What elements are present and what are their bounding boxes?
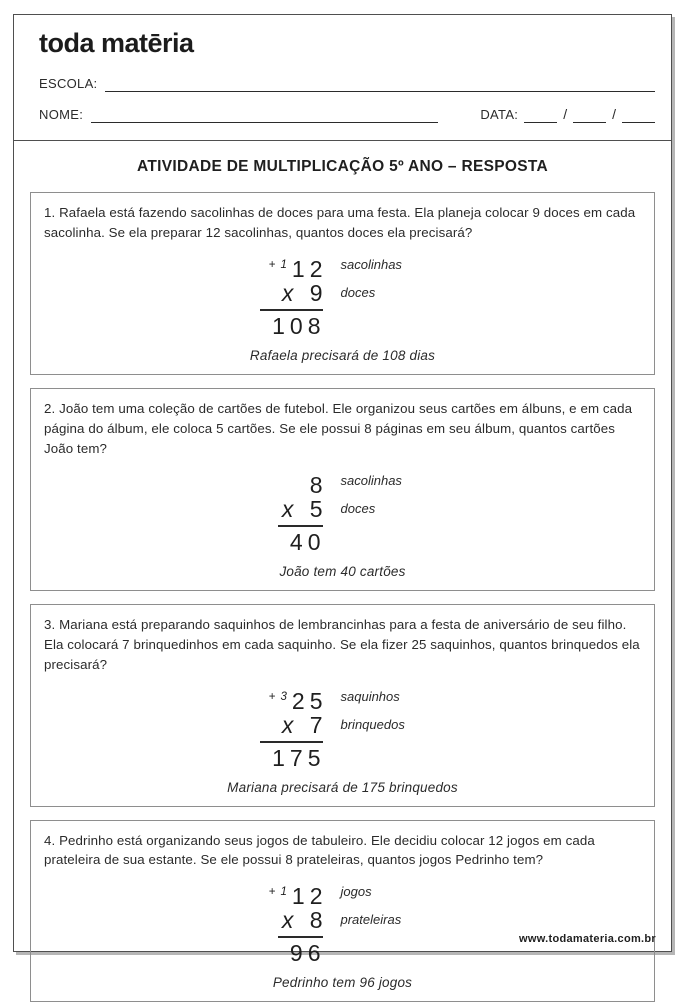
multiplication-numbers — [203, 467, 323, 555]
multiplier-row — [203, 906, 323, 934]
multiplier-row — [203, 279, 323, 307]
multiplier: 5 — [310, 496, 328, 522]
product-row — [203, 741, 323, 771]
toda-materia-logo: toda matēria — [39, 28, 655, 59]
multiplication-numbers — [203, 878, 323, 966]
multiplicand-row — [203, 683, 323, 711]
question-text: 1. Rafaela está fazendo sacolinhas de doces para uma festa. Ela planeja colocar 9 doces em cada sacolinha. Se ela preparar 12 sacolinhas, quantos doces ela precisará? — [44, 203, 641, 243]
date-month-blank — [573, 109, 606, 123]
question-box-4 — [30, 820, 655, 1002]
footer-url: www.todamateria.com.br — [519, 933, 656, 945]
page-title: ATIVIDADE DE MULTIPLICAÇÃO 5º ANO – RESPOSTA — [30, 158, 655, 176]
question-text: 3. Mariana está preparando saquinhos de lembrancinhas para a festa de aniversário de seu filho. Ela colocará 7 brinquedinhos em cada saquinho. Se ela fizer 25 saquinhos, quantos brinquedos ela precisará? — [44, 615, 641, 675]
multiplication-block — [44, 467, 641, 555]
worksheet-content — [14, 158, 671, 1002]
multiplicand-row — [203, 251, 323, 279]
date-label: DATA: — [480, 107, 518, 123]
worksheet-page — [13, 14, 672, 952]
name-blank-line — [91, 109, 438, 123]
multiplier-label: prateleiras — [341, 906, 483, 934]
multiplication-labels — [323, 251, 483, 339]
question-text: 2. João tem uma coleção de cartões de futebol. Ele organizou seus cartões em álbuns, e em cada página do álbum, ele coloca 5 cartões. Se ele possui 8 páginas em seu álbum, quantos cartões João tem? — [44, 399, 641, 459]
multiplicand-label: sacolinhas — [341, 467, 483, 495]
multiplier: 8 — [310, 907, 328, 933]
multiplier: 7 — [310, 712, 328, 738]
multiplicand-label: saquinhos — [341, 683, 483, 711]
multiplicand: 8 — [310, 472, 328, 498]
multiplication-numbers — [203, 683, 323, 771]
multiplier-label: brinquedos — [341, 711, 483, 739]
date-slash: / — [612, 106, 616, 123]
date-slash: / — [563, 106, 567, 123]
multiplier: 9 — [310, 280, 328, 306]
product: 175 — [272, 745, 325, 771]
multiplicand-label: jogos — [341, 878, 483, 906]
times-sign: x — [282, 496, 299, 522]
multiplier-row — [203, 495, 323, 523]
product-row — [203, 525, 323, 555]
question-text: 4. Pedrinho está organizando seus jogos de tabuleiro. Ele decidiu colocar 12 jogos em cada prateleira de sua estante. Se ele possui 8 prateleiras, quantos jogos Pedrinho tem? — [44, 831, 641, 871]
times-sign: x — [282, 280, 299, 306]
worksheet-header — [14, 15, 671, 141]
multiplicand-row — [203, 878, 323, 906]
question-box-2 — [30, 388, 655, 591]
multiplier-label: doces — [341, 279, 483, 307]
school-blank-line — [105, 78, 655, 92]
product-row — [203, 309, 323, 339]
multiplication-numbers — [203, 251, 323, 339]
date-group — [480, 106, 655, 123]
date-day-blank — [524, 109, 557, 123]
product: 108 — [272, 313, 325, 339]
school-field-row — [39, 76, 655, 92]
question-box-1 — [30, 192, 655, 375]
answer-text: João tem 40 cartões — [44, 564, 641, 579]
multiplication-labels — [323, 467, 483, 555]
multiplication-labels — [323, 878, 483, 966]
multiplicand: 25 — [292, 688, 328, 714]
product: 40 — [290, 529, 326, 555]
multiplicand: 12 — [292, 256, 328, 282]
multiplicand-row — [203, 467, 323, 495]
answer-text: Pedrinho tem 96 jogos — [44, 975, 641, 990]
multiplier-label: doces — [341, 495, 483, 523]
product-row — [203, 936, 323, 966]
name-label: NOME: — [39, 107, 83, 123]
product: 96 — [290, 940, 326, 966]
carry-digit: + 3 — [269, 691, 288, 703]
multiplicand: 12 — [292, 883, 328, 909]
carry-digit: + 1 — [269, 259, 288, 271]
times-sign: x — [282, 907, 299, 933]
multiplicand-label: sacolinhas — [341, 251, 483, 279]
school-label: ESCOLA: — [39, 76, 97, 92]
date-year-blank — [622, 109, 655, 123]
multiplication-block — [44, 878, 641, 966]
name-date-field-row — [39, 106, 655, 123]
multiplier-row — [203, 711, 323, 739]
question-box-3 — [30, 604, 655, 807]
times-sign: x — [282, 712, 299, 738]
answer-text: Rafaela precisará de 108 dias — [44, 348, 641, 363]
carry-digit: + 1 — [269, 886, 288, 898]
multiplication-block — [44, 251, 641, 339]
multiplication-labels — [323, 683, 483, 771]
answer-text: Mariana precisará de 175 brinquedos — [44, 780, 641, 795]
multiplication-block — [44, 683, 641, 771]
